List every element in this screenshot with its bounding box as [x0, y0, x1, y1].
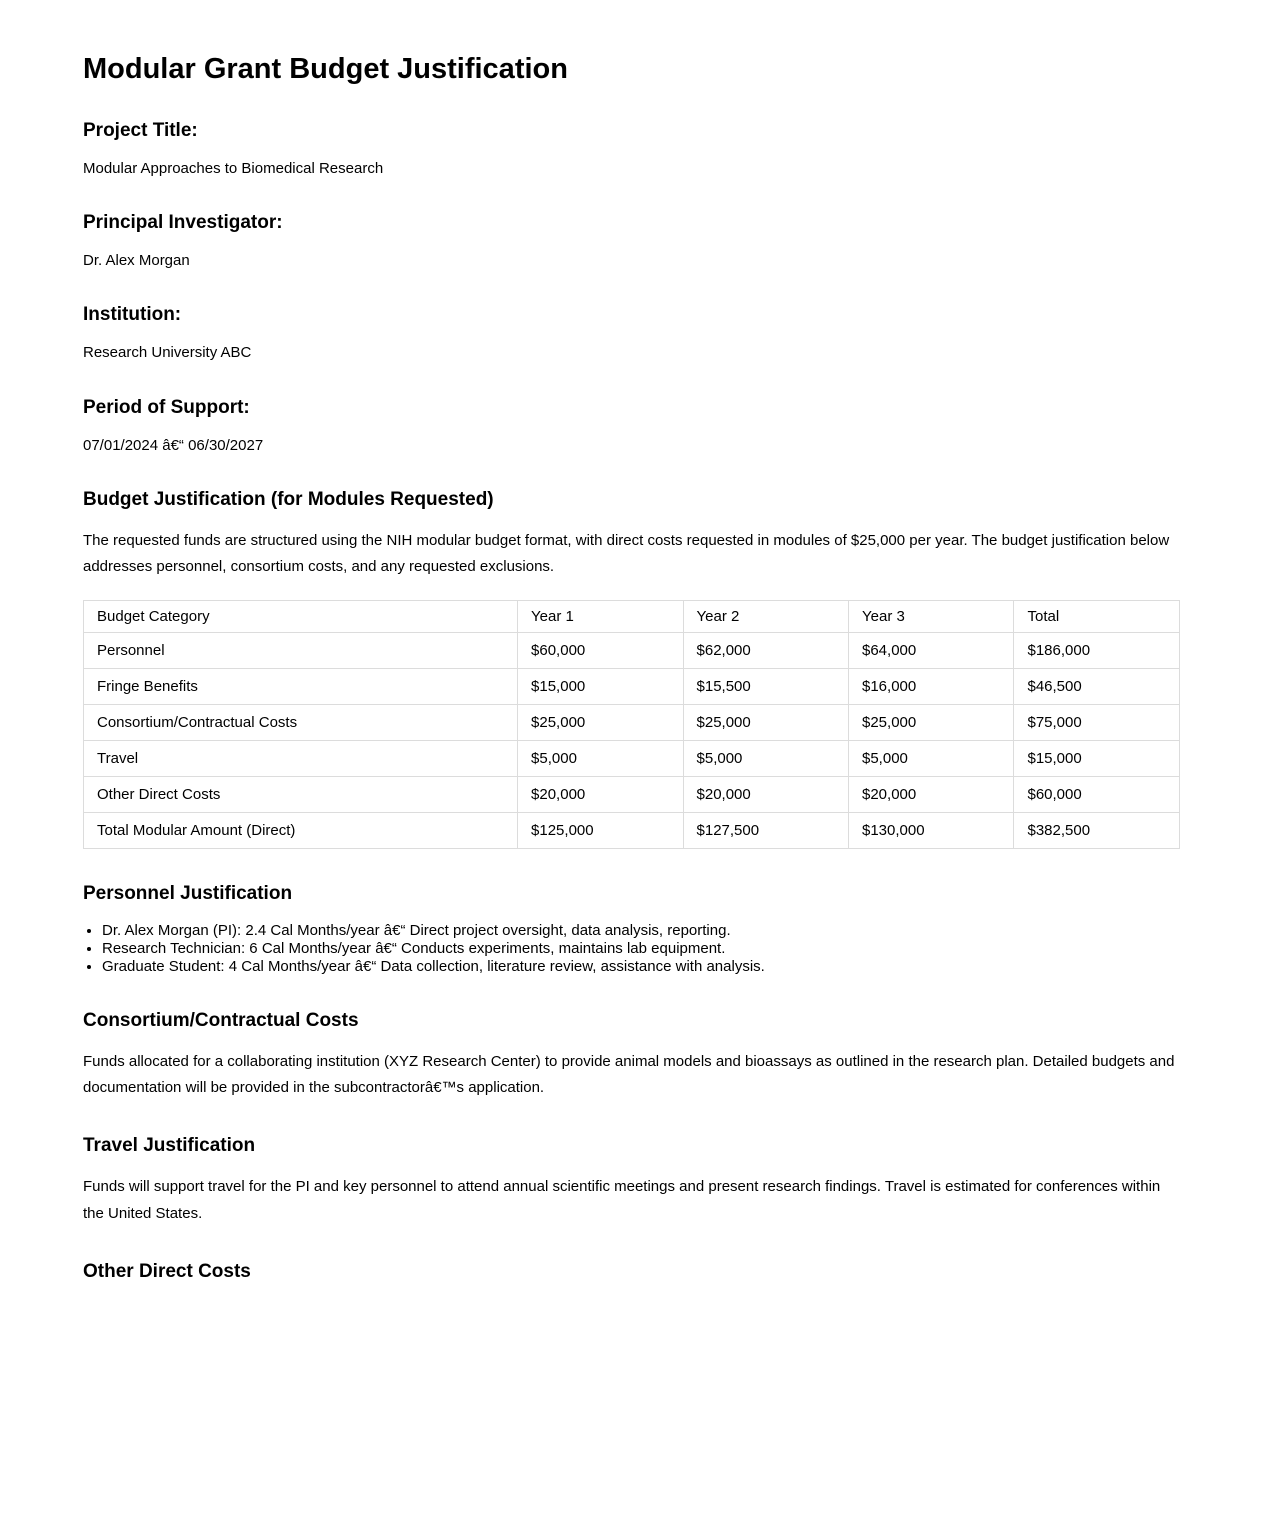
table-cell: $20,000	[683, 777, 848, 813]
table-header-year-3: Year 3	[849, 601, 1014, 633]
table-cell: Consortium/Contractual Costs	[84, 705, 518, 741]
table-header-year-1: Year 1	[518, 601, 683, 633]
table-header-budget-category: Budget Category	[84, 601, 518, 633]
table-cell: Personnel	[84, 633, 518, 669]
table-cell: $16,000	[849, 669, 1014, 705]
table-cell: $15,000	[1014, 741, 1180, 777]
field-value-project-title: Modular Approaches to Biomedical Research	[83, 159, 384, 177]
table-cell: Travel	[84, 741, 518, 777]
table-cell: $60,000	[1014, 777, 1180, 813]
list-item: • Dr. Alex Morgan (PI): 2.4 Cal Months/year â€“ Direct project oversight, data analysis, reporting.	[102, 922, 1180, 940]
field-value-period-of-support: 07/01/2024 â€“ 06/30/2027	[83, 436, 264, 454]
table-cell: $25,000	[683, 705, 848, 741]
table-cell: $186,000	[1014, 633, 1180, 669]
table-header-total: Total	[1014, 601, 1180, 633]
travel-justification-paragraph: Funds will support travel for the PI and key personnel to attend annual scientific meetings and present research findings. Travel is estimated for conferences within the United States.	[83, 1178, 1161, 1222]
list-item: • Graduate Student: 4 Cal Months/year â€“ Data collection, literature review, assistance with analysis.	[102, 958, 1180, 976]
table-cell: Total Modular Amount (Direct)	[84, 813, 518, 849]
page-title: Modular Grant Budget Justification	[83, 53, 568, 85]
consortium-costs-heading: Consortium/Contractual Costs	[83, 1010, 359, 1032]
table-cell: $5,000	[849, 741, 1014, 777]
table-header-year-2: Year 2	[683, 601, 848, 633]
table-cell: $382,500	[1014, 813, 1180, 849]
table-cell: $15,000	[518, 669, 683, 705]
table-cell: $25,000	[518, 705, 683, 741]
table-cell: $5,000	[518, 741, 683, 777]
table-cell: $5,000	[683, 741, 848, 777]
table-cell: Fringe Benefits	[84, 669, 518, 705]
table-cell: $15,500	[683, 669, 848, 705]
field-label-institution: Institution:	[83, 304, 182, 326]
travel-justification-heading: Travel Justification	[83, 1135, 256, 1157]
table-row	[84, 777, 1180, 813]
table-row	[84, 741, 1180, 777]
list-item: • Research Technician: 6 Cal Months/year â€“ Conducts experiments, maintains lab equipment.	[102, 940, 1180, 958]
field-value-principal-investigator: Dr. Alex Morgan	[83, 251, 190, 269]
budget-justification-intro: The requested funds are structured using the NIH modular budget format, with direct costs requested in modules of $25,000 per year. The budget justification below addresses personnel, consortium costs, and any requested exclusions.	[83, 531, 1170, 576]
table-cell: Other Direct Costs	[84, 777, 518, 813]
budget-justification-heading: Budget Justification (for Modules Requested)	[83, 489, 494, 511]
table-cell: $62,000	[683, 633, 848, 669]
table-row	[84, 705, 1180, 741]
table-cell: $125,000	[518, 813, 683, 849]
personnel-justification-heading: Personnel Justification	[83, 883, 293, 905]
table-row-total	[84, 813, 1180, 849]
table-cell: $20,000	[518, 777, 683, 813]
table-row	[84, 669, 1180, 705]
table-header-row	[84, 601, 1180, 633]
table-row	[84, 633, 1180, 669]
field-value-institution: Research University ABC	[83, 344, 252, 362]
budget-table	[83, 600, 1180, 849]
consortium-costs-paragraph: Funds allocated for a collaborating institution (XYZ Research Center) to provide animal models and bioassays as outlined in the research plan. Detailed budgets and documentation will be provided in the subcontractorâ€™s application.	[83, 1052, 1175, 1097]
table-cell: $130,000	[849, 813, 1014, 849]
table-cell: $60,000	[518, 633, 683, 669]
table-cell: $64,000	[849, 633, 1014, 669]
table-cell: $25,000	[849, 705, 1014, 741]
personnel-bullet-list	[83, 922, 1180, 976]
table-cell: $46,500	[1014, 669, 1180, 705]
field-label-principal-investigator: Principal Investigator:	[83, 212, 283, 234]
table-cell: $75,000	[1014, 705, 1180, 741]
table-cell: $127,500	[683, 813, 848, 849]
field-label-period-of-support: Period of Support:	[83, 396, 250, 418]
table-cell: $20,000	[849, 777, 1014, 813]
other-direct-costs-heading: Other Direct Costs	[83, 1260, 251, 1282]
field-label-project-title: Project Title:	[83, 119, 198, 141]
